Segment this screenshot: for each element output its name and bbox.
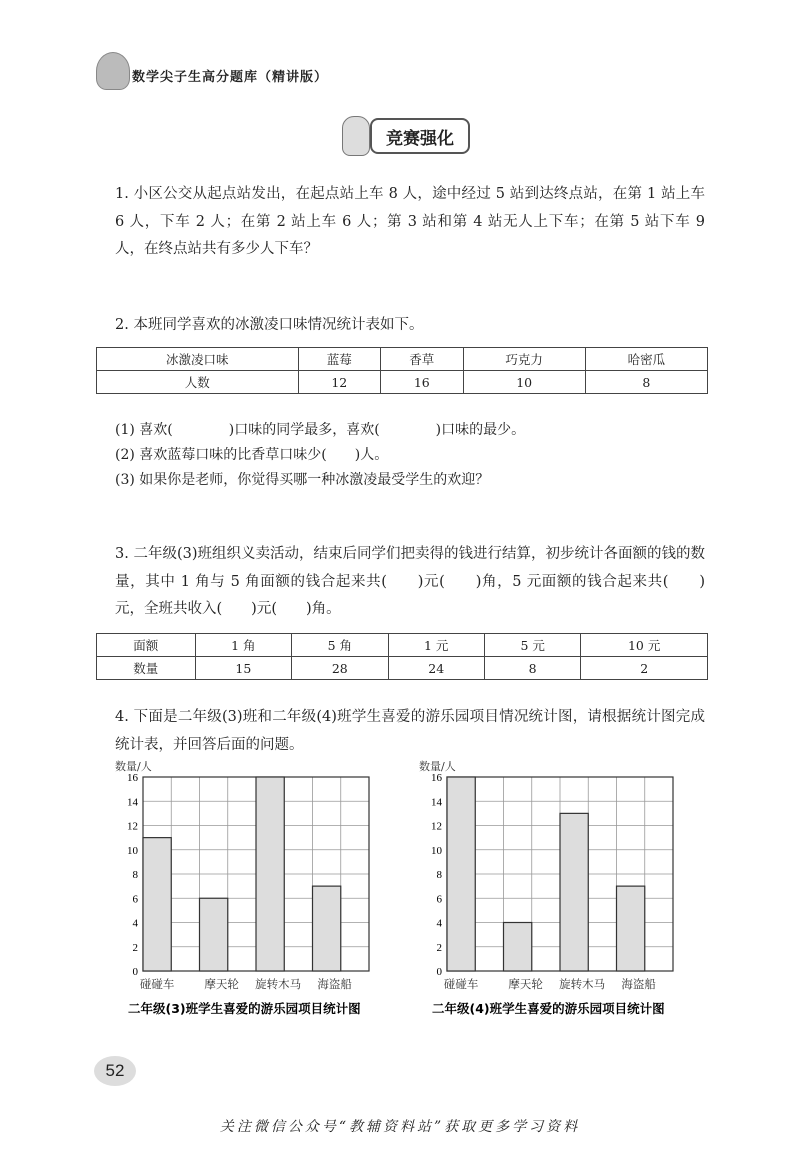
question-1: 1. 小区公交从起点站发出，在起点站上车 8 人，途中经过 5 站到达终点站，在第 1 站上车 6 人，下车 2 人；在第 2 站上车 6 人；第 3 站和第 4 站无人上下车；在第 5 站下车 9 人，在终点站共有多少人下车？ [115,186,705,257]
table-header: 面额 [97,634,196,657]
table-header: 蓝莓 [298,348,381,371]
x-tick-label: 旋转木马 [559,977,606,991]
table-cell: 人数 [97,371,299,394]
x-tick-label: 海盗船 [621,977,656,991]
x-tick-label: 摩天轮 [204,977,239,991]
y-tick-label: 2 [132,941,138,954]
table-header: 香草 [381,348,464,371]
table-header: 巧克力 [463,348,585,371]
y-tick-label: 14 [127,796,138,809]
y-tick-label: 16 [127,772,138,784]
bar-碰碰车 [447,777,475,971]
x-tick-label: 摩天轮 [508,977,543,991]
table-cell: 10 [463,371,585,394]
table-header: 5 角 [292,634,388,657]
table-cell: 12 [298,371,381,394]
table-cell: 8 [585,371,707,394]
table-cell: 15 [195,657,291,680]
page-number: 52 [94,1056,136,1086]
bar-摩天轮 [200,898,228,971]
y-tick-label: 10 [127,844,138,857]
section-badge: 竞赛强化 [370,118,470,154]
table-cell: 24 [388,657,484,680]
bar-旋转木马 [560,813,588,971]
y-tick-label: 12 [431,820,442,833]
table-cell: 8 [484,657,580,680]
y-tick-label: 0 [436,966,442,978]
y-axis-label: 数量/人 [115,760,152,773]
table-cell: 16 [381,371,464,394]
question-2: 2. 本班同学喜欢的冰激凌口味情况统计表如下。 [115,317,424,333]
table-header: 哈密瓜 [585,348,707,371]
book-title: 数学尖子生高分题库（精讲版） [132,70,329,85]
table-header: 5 元 [484,634,580,657]
x-tick-label: 碰碰车 [443,977,479,991]
y-tick-label: 6 [132,893,138,906]
bar-碰碰车 [143,838,171,971]
sub-question-3: (3) 如果你是老师，你觉得买哪一种冰激凌最受学生的欢迎？ [115,472,490,488]
x-tick-label: 旋转木马 [255,977,302,991]
table-header: 10 元 [581,634,708,657]
y-axis-label: 数量/人 [419,760,456,773]
y-tick-label: 4 [132,917,138,930]
bar-摩天轮 [504,923,532,972]
table-header: 1 元 [388,634,484,657]
x-tick-label: 海盗船 [317,977,352,991]
bar-海盗船 [313,886,341,971]
sub-question-1: (1) 喜欢( )口味的同学最多，喜欢( )口味的最少。 [115,422,526,438]
y-tick-label: 4 [436,917,442,930]
y-tick-label: 10 [431,844,442,857]
y-tick-label: 16 [431,772,442,784]
y-tick-label: 14 [431,796,442,809]
table-cell: 28 [292,657,388,680]
y-tick-label: 8 [132,869,138,881]
chart-title: 二年级(4)班学生喜爱的游乐园项目统计图 [432,1001,665,1016]
bar-旋转木马 [256,777,284,971]
bar-海盗船 [617,886,645,971]
y-tick-label: 0 [132,966,138,978]
table-header: 冰激凌口味 [97,348,299,371]
question-3: 3. 二年级(3)班组织义卖活动，结束后同学们把卖得的钱进行结算，初步统计各面额的钱的数量，其中 1 角与 5 角面额的钱合起来共( )元( )角，5 元面额的钱合起来共( )元，全班共收入( )元( )角。 [115,546,705,617]
y-tick-label: 2 [436,941,442,954]
table-header: 1 角 [195,634,291,657]
question-4: 4. 下面是二年级(3)班和二年级(4)班学生喜爱的游乐园项目情况统计图，请根据统计图完成统计表，并回答后面的问题。 [115,709,705,753]
sub-question-2: (2) 喜欢蓝莓口味的比香草口味少( )人。 [115,447,389,463]
y-tick-label: 6 [436,893,442,906]
x-tick-label: 碰碰车 [139,977,175,991]
footer-note: 关注微信公众号“教辅资料站”获取更多学习资料 [219,1119,581,1135]
y-tick-label: 12 [127,820,138,833]
chart-title: 二年级(3)班学生喜爱的游乐园项目统计图 [128,1001,361,1016]
y-tick-label: 8 [436,869,442,881]
table-cell: 2 [581,657,708,680]
table-cell: 数量 [97,657,196,680]
